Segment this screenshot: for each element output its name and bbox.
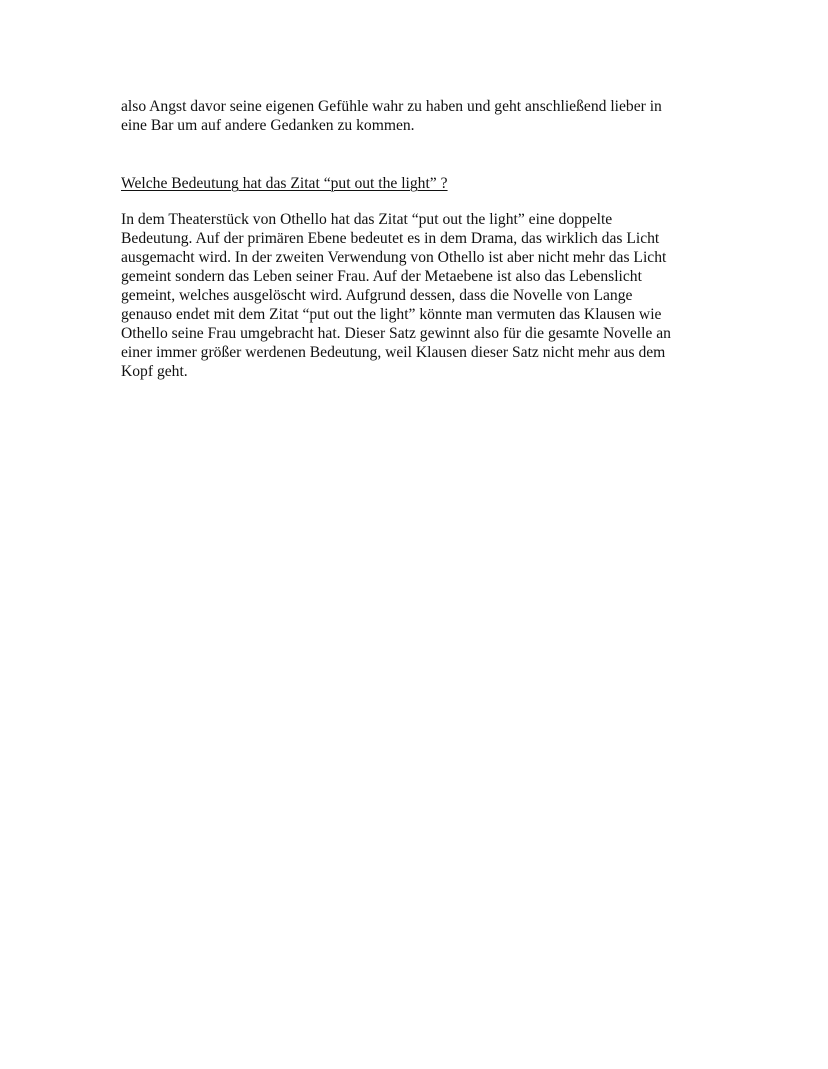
paragraph-line: In dem Theaterstück von Othello hat das Zitat “put out the light” eine doppelte — [121, 211, 613, 228]
paragraph-line: eine Bar um auf andere Gedanken zu kommen. — [121, 117, 415, 134]
paragraph-line: Bedeutung. Auf der primären Ebene bedeutet es in dem Drama, das wirklich das Licht — [121, 230, 660, 247]
paragraph-line: gemeint sondern das Leben seiner Frau. Auf der Metaebene ist also das Lebenslicht — [121, 268, 642, 285]
paragraph-line: Othello seine Frau umgebracht hat. Dieser Satz gewinnt also für die gesamte Novelle an — [121, 325, 671, 342]
paragraph-line: einer immer größer werdenen Bedeutung, weil Klausen dieser Satz nicht mehr aus dem — [121, 344, 666, 361]
paragraph-line: also Angst davor seine eigenen Gefühle wahr zu haben und geht anschließend lieber in — [121, 98, 662, 115]
paragraph-line: Kopf geht. — [121, 363, 188, 380]
intro-paragraph — [121, 97, 701, 135]
paragraph-line: genauso endet mit dem Zitat “put out the light” könnte man vermuten das Klausen wie — [121, 306, 662, 323]
paragraph-line: gemeint, welches ausgelöscht wird. Aufgrund dessen, dass die Novelle von Lange — [121, 287, 633, 304]
question-heading: Welche Bedeutung hat das Zitat “put out the light” ? — [121, 175, 448, 192]
paragraph-line: ausgemacht wird. In der zweiten Verwendung von Othello ist aber nicht mehr das Licht — [121, 249, 667, 266]
answer-paragraph — [121, 210, 701, 381]
